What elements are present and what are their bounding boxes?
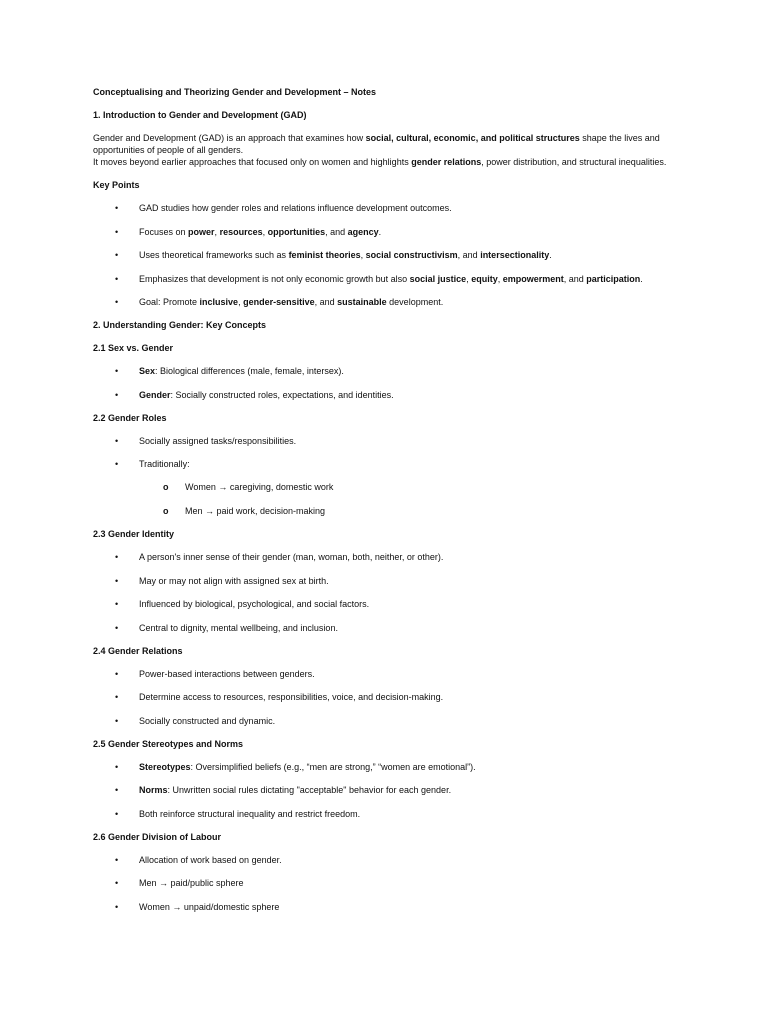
bullet-list <box>93 761 683 820</box>
list-item: • Both reinforce structural inequality and restrict freedom. <box>115 808 361 819</box>
list-item: • Power-based interactions between genders. <box>115 668 315 679</box>
bullet-icon: • <box>115 273 119 284</box>
bullet-icon: • <box>115 389 119 400</box>
bullet-icon: • <box>115 715 119 726</box>
list-item: • A person's inner sense of their gender (man, woman, both, neither, or other). <box>115 552 444 562</box>
bullet-icon: • <box>115 250 119 260</box>
paragraph <box>93 132 683 168</box>
bullet-icon: • <box>115 878 119 888</box>
list-item: • Men → paid/public sphere <box>115 878 244 888</box>
bullet-list <box>93 668 683 727</box>
bullet-icon: • <box>115 575 119 586</box>
bullet-icon: • <box>115 459 119 469</box>
bullet-list <box>93 365 683 401</box>
sub-list-item: o Men → paid work, decision-making <box>163 506 326 516</box>
list-item: • Traditionally: o Women → caregiving, domestic work o Men → paid work, decision-making <box>93 458 683 517</box>
subheading: 2.5 Gender Stereotypes and Norms <box>93 738 244 749</box>
list-item: • Central to dignity, mental wellbeing, and inclusion. <box>115 622 338 633</box>
bullet-icon: • <box>115 785 119 795</box>
bullet-icon: • <box>115 226 119 237</box>
bullet-icon: • <box>115 808 119 819</box>
subheading: 2.1 Sex vs. Gender <box>93 343 174 353</box>
bullet-icon: • <box>115 203 119 213</box>
document-page <box>93 86 683 924</box>
list-item: • Influenced by biological, psychological, and social factors. <box>115 599 370 609</box>
bullet-list <box>93 435 683 518</box>
bullet-icon: • <box>115 297 119 307</box>
list-item: • Allocation of work based on gender. <box>115 854 282 865</box>
bullet-icon: • <box>115 366 119 376</box>
list-item: • May or may not align with assigned sex at birth. <box>115 575 329 586</box>
list-item: • Emphasizes that development is not only economic growth but also social justice, equity, empowerment, and participation. <box>115 273 643 284</box>
list-item: • Socially constructed and dynamic. <box>115 715 276 726</box>
section-heading: 2. Understanding Gender: Key Concepts <box>93 320 267 330</box>
bullet-icon: • <box>115 692 119 702</box>
list-item: • Uses theoretical frameworks such as feminist theories, social constructivism, and intersectionality. <box>115 250 552 260</box>
list-item: • Norms: Unwritten social rules dictating "acceptable" behavior for each gender. <box>115 785 452 795</box>
list-item: • GAD studies how gender roles and relations influence development outcomes. <box>115 203 452 213</box>
bullet-icon: • <box>115 761 119 772</box>
list-item: • Stereotypes: Oversimplified beliefs (e.g., “men are strong,” “women are emotional”). <box>115 761 476 772</box>
bullet-icon: • <box>115 552 119 562</box>
list-item: • Women → unpaid/domestic sphere <box>115 901 280 912</box>
sub-list-item: o Women → caregiving, domestic work <box>163 482 334 492</box>
subheading: Key Points <box>93 180 140 190</box>
bullet-icon: • <box>115 622 119 633</box>
bullet-list <box>93 854 683 913</box>
list-item: • Determine access to resources, responsibilities, voice, and decision-making. <box>115 692 444 702</box>
bullet-icon: • <box>115 599 119 609</box>
list-item: • Goal: Promote inclusive, gender-sensitive, and sustainable development. <box>115 297 444 307</box>
bullet-icon: • <box>115 668 119 679</box>
subheading: 2.6 Gender Division of Labour <box>93 831 222 842</box>
text: , power distribution, and structural inequalities. <box>481 157 667 167</box>
bullet-list <box>93 202 683 308</box>
circle-bullet-icon: o <box>163 482 169 492</box>
document-title: Conceptualising and Theorizing Gender and Development – Notes <box>93 87 377 97</box>
section-heading: 1. Introduction to Gender and Development (GAD) <box>93 110 307 120</box>
circle-bullet-icon: o <box>163 506 169 516</box>
sub-bullet-list <box>139 481 683 517</box>
list-item: • Sex: Biological differences (male, female, intersex). <box>115 366 344 376</box>
subheading: 2.2 Gender Roles <box>93 412 167 423</box>
subheading: 2.4 Gender Relations <box>93 645 183 656</box>
bold-text: social, cultural, economic, and political structures <box>365 133 580 143</box>
text: shape the lives and opportunities of people of all genders. <box>93 133 660 155</box>
text: It moves beyond earlier approaches that focused only on women and highlights <box>93 157 412 167</box>
list-item: • Gender: Socially constructed roles, expectations, and identities. <box>115 389 394 400</box>
list-item: • Focuses on power, resources, opportunities, and agency. <box>115 226 382 237</box>
list-item: • Socially assigned tasks/responsibilities. <box>115 435 297 446</box>
text: Gender and Development (GAD) is an approach that examines how <box>93 133 366 143</box>
bold-text: gender relations <box>411 157 482 167</box>
bullet-icon: • <box>115 901 119 912</box>
bullet-list <box>93 551 683 634</box>
bullet-icon: • <box>115 435 119 446</box>
bullet-icon: • <box>115 854 119 865</box>
subheading: 2.3 Gender Identity <box>93 529 175 539</box>
